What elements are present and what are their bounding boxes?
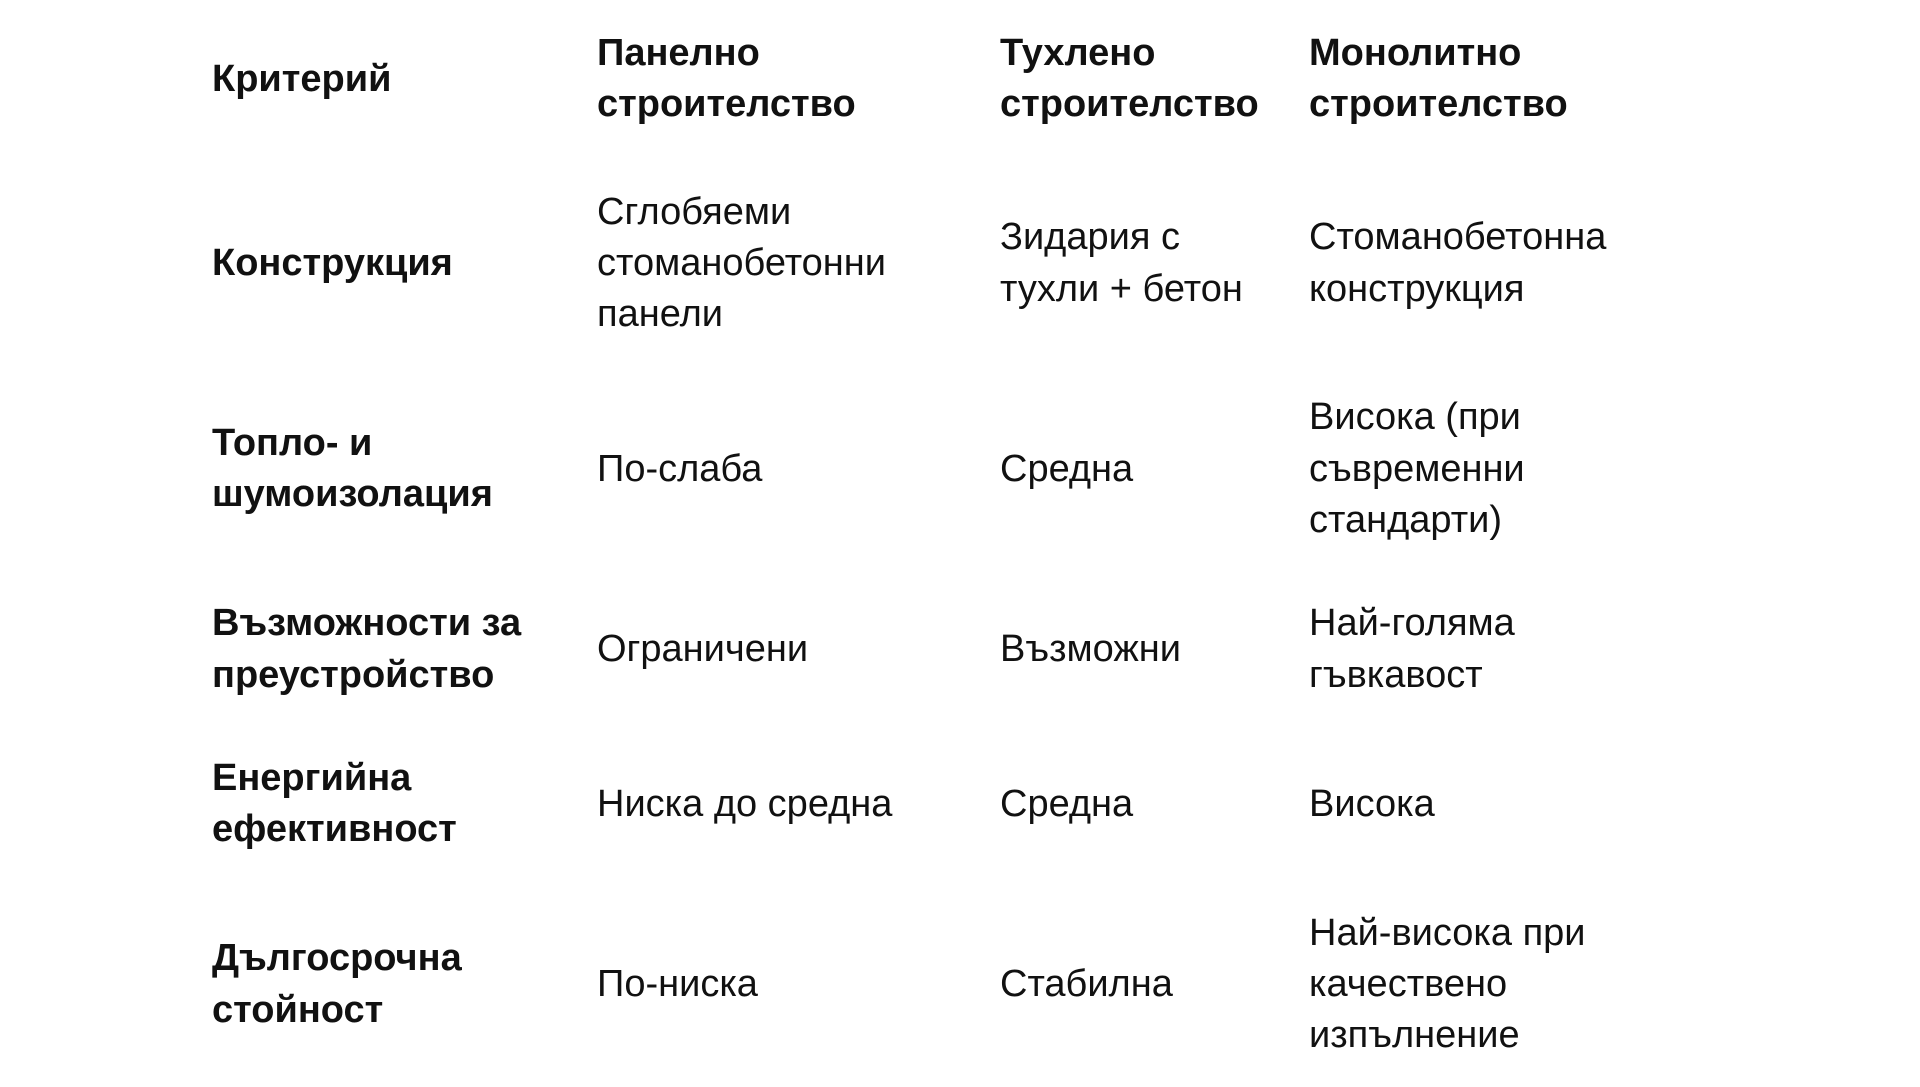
table-cell: Най-висока при качествено изпълнение — [1309, 911, 1586, 1057]
header-panel-construction: Панелно строителство — [597, 32, 856, 126]
table-row — [200, 882, 1700, 1087]
table-cell: Средна — [1000, 447, 1134, 490]
row-label: Дългосрочна стойност — [212, 937, 462, 1031]
table-cell: Средна — [1000, 782, 1134, 825]
table-body — [200, 161, 1700, 1087]
table-cell: По-слаба — [597, 447, 763, 490]
header-monolithic-construction: Монолитно строителство — [1309, 32, 1568, 126]
table-cell: Стоманобетонна конструкция — [1309, 216, 1607, 310]
table-row — [200, 727, 1700, 882]
table-cell: Възможни — [1000, 628, 1181, 671]
row-label: Топло- и шумоизолация — [212, 422, 493, 516]
header-brick-construction: Тухлено строителство — [1000, 32, 1259, 126]
table-cell: Висока — [1309, 782, 1435, 825]
table-cell: Ограничени — [597, 628, 809, 671]
table-cell: Висока (при съвременни стандарти) — [1309, 396, 1525, 542]
table-row — [200, 366, 1700, 572]
table-cell: Зидария с тухли + бетон — [1000, 216, 1243, 310]
table-cell: Стабилна — [1000, 962, 1173, 1005]
table-cell: Най-голяма гъвкавост — [1309, 602, 1515, 696]
row-label: Енергийна ефективност — [212, 756, 457, 851]
table-header — [200, 18, 1700, 161]
header-row — [200, 18, 1700, 161]
table-cell: Ниска до средна — [597, 782, 893, 825]
table-cell: Сглобяеми стоманобетонни панели — [597, 190, 887, 336]
header-criterion: Критерий — [212, 57, 392, 100]
table-row — [200, 161, 1700, 367]
table-cell: По-ниска — [597, 962, 758, 1005]
row-label: Конструкция — [212, 241, 453, 284]
comparison-table — [200, 18, 1700, 1087]
table-row — [200, 572, 1700, 727]
row-label: Възможности за преустройство — [212, 602, 522, 696]
